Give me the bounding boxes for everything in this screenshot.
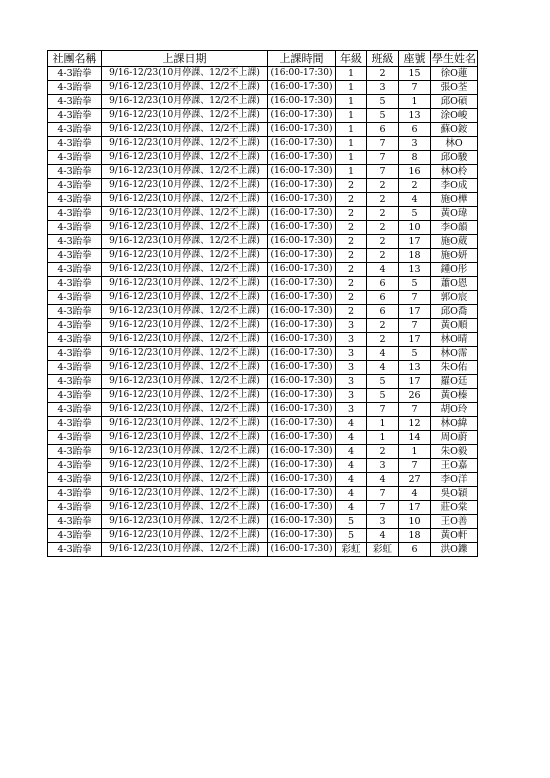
- grade-cell: 1: [336, 165, 367, 179]
- seat-number-cell: 12: [399, 417, 431, 431]
- seat-number-cell: 13: [399, 361, 431, 375]
- table-row: [48, 137, 478, 151]
- class-cell: 4: [367, 529, 399, 543]
- club-name-cell: 4-3跆拳: [48, 109, 102, 123]
- class-cell: 2: [367, 221, 399, 235]
- class-time-cell: (16:00-17:30): [268, 235, 336, 249]
- grade-cell: 4: [336, 501, 367, 515]
- seat-number-cell: 15: [399, 67, 431, 81]
- class-cell: 2: [367, 445, 399, 459]
- student-name-cell: 施O葳: [431, 235, 478, 249]
- club-name-cell: 4-3跆拳: [48, 249, 102, 263]
- class-dates-cell: 9/16-12/23(10月停課、12/2不上課): [102, 375, 268, 389]
- class-time-cell: (16:00-17:30): [268, 123, 336, 137]
- student-name-cell: 郭O宸: [431, 291, 478, 305]
- header-club-name: 社團名稱: [48, 51, 102, 67]
- grade-cell: 2: [336, 193, 367, 207]
- club-name-cell: 4-3跆拳: [48, 263, 102, 277]
- grade-cell: 4: [336, 431, 367, 445]
- class-time-cell: (16:00-17:30): [268, 291, 336, 305]
- class-dates-cell: 9/16-12/23(10月停課、12/2不上課): [102, 81, 268, 95]
- class-cell: 6: [367, 291, 399, 305]
- grade-cell: 2: [336, 263, 367, 277]
- class-dates-cell: 9/16-12/23(10月停課、12/2不上課): [102, 291, 268, 305]
- student-name-cell: 李O洋: [431, 473, 478, 487]
- seat-number-cell: 10: [399, 221, 431, 235]
- class-cell: 3: [367, 459, 399, 473]
- table-row: [48, 473, 478, 487]
- club-name-cell: 4-3跆拳: [48, 543, 102, 557]
- club-name-cell: 4-3跆拳: [48, 473, 102, 487]
- class-cell: 4: [367, 361, 399, 375]
- table-row: [48, 543, 478, 557]
- table-row: [48, 81, 478, 95]
- class-time-cell: (16:00-17:30): [268, 179, 336, 193]
- class-dates-cell: 9/16-12/23(10月停課、12/2不上課): [102, 207, 268, 221]
- class-dates-cell: 9/16-12/23(10月停課、12/2不上課): [102, 319, 268, 333]
- seat-number-cell: 13: [399, 109, 431, 123]
- club-name-cell: 4-3跆拳: [48, 529, 102, 543]
- seat-number-cell: 5: [399, 277, 431, 291]
- seat-number-cell: 7: [399, 459, 431, 473]
- club-name-cell: 4-3跆拳: [48, 417, 102, 431]
- class-cell: 5: [367, 389, 399, 403]
- grade-cell: 2: [336, 305, 367, 319]
- seat-number-cell: 7: [399, 319, 431, 333]
- class-dates-cell: 9/16-12/23(10月停課、12/2不上課): [102, 389, 268, 403]
- student-name-cell: 李O成: [431, 179, 478, 193]
- student-name-cell: 李O韻: [431, 221, 478, 235]
- class-time-cell: (16:00-17:30): [268, 67, 336, 81]
- seat-number-cell: 18: [399, 529, 431, 543]
- class-time-cell: (16:00-17:30): [268, 445, 336, 459]
- seat-number-cell: 3: [399, 137, 431, 151]
- student-name-cell: 朱O毅: [431, 445, 478, 459]
- table-row: [48, 277, 478, 291]
- class-dates-cell: 9/16-12/23(10月停課、12/2不上課): [102, 445, 268, 459]
- club-name-cell: 4-3跆拳: [48, 375, 102, 389]
- student-name-cell: 涂O峻: [431, 109, 478, 123]
- class-time-cell: (16:00-17:30): [268, 389, 336, 403]
- student-name-cell: 施O樺: [431, 193, 478, 207]
- class-dates-cell: 9/16-12/23(10月停課、12/2不上課): [102, 431, 268, 445]
- class-cell: 6: [367, 305, 399, 319]
- class-time-cell: (16:00-17:30): [268, 417, 336, 431]
- grade-cell: 3: [336, 375, 367, 389]
- seat-number-cell: 26: [399, 389, 431, 403]
- grade-cell: 4: [336, 417, 367, 431]
- class-time-cell: (16:00-17:30): [268, 151, 336, 165]
- club-name-cell: 4-3跆拳: [48, 207, 102, 221]
- student-name-cell: 吳O穎: [431, 487, 478, 501]
- table-row: [48, 361, 478, 375]
- class-cell: 7: [367, 403, 399, 417]
- header-seat-number: 座號: [399, 51, 431, 67]
- class-time-cell: (16:00-17:30): [268, 249, 336, 263]
- class-time-cell: (16:00-17:30): [268, 473, 336, 487]
- grade-cell: 2: [336, 207, 367, 221]
- seat-number-cell: 14: [399, 431, 431, 445]
- grade-cell: 2: [336, 235, 367, 249]
- class-time-cell: (16:00-17:30): [268, 263, 336, 277]
- seat-number-cell: 5: [399, 347, 431, 361]
- grade-cell: 3: [336, 319, 367, 333]
- seat-number-cell: 13: [399, 263, 431, 277]
- class-dates-cell: 9/16-12/23(10月停課、12/2不上課): [102, 487, 268, 501]
- grade-cell: 4: [336, 445, 367, 459]
- seat-number-cell: 7: [399, 81, 431, 95]
- grade-cell: 4: [336, 487, 367, 501]
- header-student-name: 學生姓名: [432, 52, 476, 65]
- table-row: [48, 347, 478, 361]
- seat-number-cell: 7: [399, 403, 431, 417]
- class-time-cell: (16:00-17:30): [268, 109, 336, 123]
- seat-number-cell: 16: [399, 165, 431, 179]
- class-cell: 7: [367, 151, 399, 165]
- class-time-cell: (16:00-17:30): [268, 207, 336, 221]
- table-row: [48, 431, 478, 445]
- table-row: [48, 403, 478, 417]
- grade-cell: 3: [336, 361, 367, 375]
- class-dates-cell: 9/16-12/23(10月停課、12/2不上課): [102, 263, 268, 277]
- class-dates-cell: 9/16-12/23(10月停課、12/2不上課): [102, 165, 268, 179]
- class-cell: 6: [367, 123, 399, 137]
- club-name-cell: 4-3跆拳: [48, 81, 102, 95]
- table-row: [48, 515, 478, 529]
- table-row: [48, 291, 478, 305]
- seat-number-cell: 17: [399, 375, 431, 389]
- grade-cell: 1: [336, 109, 367, 123]
- class-time-cell: (16:00-17:30): [268, 543, 336, 557]
- class-time-cell: (16:00-17:30): [268, 431, 336, 445]
- club-name-cell: 4-3跆拳: [48, 515, 102, 529]
- class-time-cell: (16:00-17:30): [268, 277, 336, 291]
- class-cell: 2: [367, 67, 399, 81]
- grade-cell: 2: [336, 277, 367, 291]
- seat-number-cell: 17: [399, 305, 431, 319]
- seat-number-cell: 8: [399, 151, 431, 165]
- table-row: [48, 151, 478, 165]
- club-name-cell: 4-3跆拳: [48, 403, 102, 417]
- student-name-cell: 莊O棠: [431, 501, 478, 515]
- club-name-cell: 4-3跆拳: [48, 431, 102, 445]
- table-row: [48, 417, 478, 431]
- seat-number-cell: 27: [399, 473, 431, 487]
- header-class-dates: 上課日期: [102, 51, 268, 67]
- grade-cell: 2: [336, 221, 367, 235]
- class-cell: 1: [367, 431, 399, 445]
- class-cell: 彩虹: [367, 543, 399, 557]
- grade-cell: 5: [336, 515, 367, 529]
- class-dates-cell: 9/16-12/23(10月停課、12/2不上課): [102, 361, 268, 375]
- class-dates-cell: 9/16-12/23(10月停課、12/2不上課): [102, 403, 268, 417]
- class-time-cell: (16:00-17:30): [268, 333, 336, 347]
- club-name-cell: 4-3跆拳: [48, 305, 102, 319]
- class-dates-cell: 9/16-12/23(10月停課、12/2不上課): [102, 459, 268, 473]
- student-name-cell: 黃O瑋: [431, 207, 478, 221]
- class-dates-cell: 9/16-12/23(10月停課、12/2不上課): [102, 137, 268, 151]
- class-cell: 4: [367, 263, 399, 277]
- club-name-cell: 4-3跆拳: [48, 277, 102, 291]
- class-time-cell: (16:00-17:30): [268, 305, 336, 319]
- class-cell: 2: [367, 333, 399, 347]
- table-row: [48, 249, 478, 263]
- club-name-cell: 4-3跆拳: [48, 151, 102, 165]
- header-grade: 年級: [336, 51, 367, 67]
- class-cell: 3: [367, 515, 399, 529]
- table-row: [48, 263, 478, 277]
- class-dates-cell: 9/16-12/23(10月停課、12/2不上課): [102, 235, 268, 249]
- student-name-cell: 張O荃: [431, 81, 478, 95]
- grade-cell: 2: [336, 291, 367, 305]
- club-name-cell: 4-3跆拳: [48, 347, 102, 361]
- student-name-cell: 黃O順: [431, 319, 478, 333]
- class-dates-cell: 9/16-12/23(10月停課、12/2不上課): [102, 109, 268, 123]
- class-time-cell: (16:00-17:30): [268, 487, 336, 501]
- grade-cell: 5: [336, 529, 367, 543]
- class-dates-cell: 9/16-12/23(10月停課、12/2不上課): [102, 473, 268, 487]
- class-dates-cell: 9/16-12/23(10月停課、12/2不上課): [102, 277, 268, 291]
- student-name-cell: 王O嘉: [431, 459, 478, 473]
- grade-cell: 彩虹: [336, 543, 367, 557]
- class-time-cell: (16:00-17:30): [268, 459, 336, 473]
- club-name-cell: 4-3跆拳: [48, 137, 102, 151]
- class-dates-cell: 9/16-12/23(10月停課、12/2不上課): [102, 151, 268, 165]
- table-row: [48, 445, 478, 459]
- table-row: [48, 67, 478, 81]
- class-cell: 5: [367, 109, 399, 123]
- seat-number-cell: 17: [399, 333, 431, 347]
- student-name-cell: 邱O碩: [431, 95, 478, 109]
- seat-number-cell: 10: [399, 515, 431, 529]
- table-row: [48, 123, 478, 137]
- class-time-cell: (16:00-17:30): [268, 95, 336, 109]
- student-name-cell: 蕭O恩: [431, 277, 478, 291]
- club-name-cell: 4-3跆拳: [48, 389, 102, 403]
- class-time-cell: (16:00-17:30): [268, 221, 336, 235]
- club-name-cell: 4-3跆拳: [48, 361, 102, 375]
- table-row: [48, 305, 478, 319]
- grade-cell: 3: [336, 403, 367, 417]
- student-name-cell: 王O善: [431, 515, 478, 529]
- student-name-cell: 蘇O銨: [431, 123, 478, 137]
- class-dates-cell: 9/16-12/23(10月停課、12/2不上課): [102, 347, 268, 361]
- club-name-cell: 4-3跆拳: [48, 179, 102, 193]
- grade-cell: 2: [336, 249, 367, 263]
- student-name-cell: 黃O榛: [431, 389, 478, 403]
- class-cell: 1: [367, 417, 399, 431]
- seat-number-cell: 6: [399, 543, 431, 557]
- grade-cell: 1: [336, 81, 367, 95]
- class-dates-cell: 9/16-12/23(10月停課、12/2不上課): [102, 417, 268, 431]
- student-name-cell: 徐O蓮: [431, 67, 478, 81]
- grade-cell: 4: [336, 473, 367, 487]
- class-cell: 2: [367, 235, 399, 249]
- seat-number-cell: 7: [399, 291, 431, 305]
- seat-number-cell: 1: [399, 95, 431, 109]
- grade-cell: 2: [336, 179, 367, 193]
- seat-number-cell: 18: [399, 249, 431, 263]
- table-row: [48, 235, 478, 249]
- club-name-cell: 4-3跆拳: [48, 193, 102, 207]
- club-name-cell: 4-3跆拳: [48, 333, 102, 347]
- club-name-cell: 4-3跆拳: [48, 487, 102, 501]
- table-row: [48, 459, 478, 473]
- header-row: [48, 51, 478, 67]
- student-name-cell: 施O妍: [431, 249, 478, 263]
- class-dates-cell: 9/16-12/23(10月停課、12/2不上課): [102, 193, 268, 207]
- class-dates-cell: 9/16-12/23(10月停課、12/2不上課): [102, 543, 268, 557]
- table-row: [48, 221, 478, 235]
- seat-number-cell: 5: [399, 207, 431, 221]
- class-time-cell: (16:00-17:30): [268, 515, 336, 529]
- class-dates-cell: 9/16-12/23(10月停課、12/2不上課): [102, 501, 268, 515]
- student-name-cell: 朱O佑: [431, 361, 478, 375]
- class-time-cell: (16:00-17:30): [268, 529, 336, 543]
- grade-cell: 4: [336, 459, 367, 473]
- student-name-cell: 林O霈: [431, 347, 478, 361]
- class-cell: 7: [367, 501, 399, 515]
- class-time-cell: (16:00-17:30): [268, 403, 336, 417]
- class-cell: 6: [367, 277, 399, 291]
- grade-cell: 3: [336, 389, 367, 403]
- grade-cell: 3: [336, 333, 367, 347]
- class-time-cell: (16:00-17:30): [268, 347, 336, 361]
- class-cell: 4: [367, 473, 399, 487]
- class-dates-cell: 9/16-12/23(10月停課、12/2不上課): [102, 515, 268, 529]
- roster-body: [48, 67, 478, 557]
- header-class-time: 上課時間: [268, 51, 336, 67]
- student-name-cell: 羅O廷: [431, 375, 478, 389]
- class-cell: 2: [367, 249, 399, 263]
- table-row: [48, 165, 478, 179]
- class-cell: 3: [367, 81, 399, 95]
- club-name-cell: 4-3跆拳: [48, 221, 102, 235]
- seat-number-cell: 1: [399, 445, 431, 459]
- class-dates-cell: 9/16-12/23(10月停課、12/2不上課): [102, 305, 268, 319]
- class-dates-cell: 9/16-12/23(10月停課、12/2不上課): [102, 249, 268, 263]
- club-name-cell: 4-3跆拳: [48, 123, 102, 137]
- student-name-cell: 林O柃: [431, 165, 478, 179]
- grade-cell: 1: [336, 123, 367, 137]
- class-cell: 2: [367, 319, 399, 333]
- class-time-cell: (16:00-17:30): [268, 165, 336, 179]
- roster-table: [47, 50, 478, 557]
- class-dates-cell: 9/16-12/23(10月停課、12/2不上課): [102, 221, 268, 235]
- class-cell: 5: [367, 95, 399, 109]
- class-cell: 7: [367, 487, 399, 501]
- student-name-cell: 黃O軒: [431, 529, 478, 543]
- seat-number-cell: 4: [399, 193, 431, 207]
- student-name-cell: 胡O玲: [431, 403, 478, 417]
- table-row: [48, 319, 478, 333]
- class-cell: 2: [367, 207, 399, 221]
- club-name-cell: 4-3跆拳: [48, 445, 102, 459]
- seat-number-cell: 17: [399, 501, 431, 515]
- table-row: [48, 207, 478, 221]
- class-dates-cell: 9/16-12/23(10月停課、12/2不上課): [102, 179, 268, 193]
- club-name-cell: 4-3跆拳: [48, 165, 102, 179]
- club-name-cell: 4-3跆拳: [48, 95, 102, 109]
- seat-number-cell: 6: [399, 123, 431, 137]
- table-row: [48, 389, 478, 403]
- club-name-cell: 4-3跆拳: [48, 291, 102, 305]
- class-dates-cell: 9/16-12/23(10月停課、12/2不上課): [102, 333, 268, 347]
- seat-number-cell: 2: [399, 179, 431, 193]
- class-cell: 7: [367, 165, 399, 179]
- table-row: [48, 375, 478, 389]
- class-cell: 5: [367, 375, 399, 389]
- seat-number-cell: 4: [399, 487, 431, 501]
- class-dates-cell: 9/16-12/23(10月停課、12/2不上課): [102, 67, 268, 81]
- class-time-cell: (16:00-17:30): [268, 193, 336, 207]
- student-name-cell: 周O蔚: [431, 431, 478, 445]
- table-row: [48, 179, 478, 193]
- table-row: [48, 501, 478, 515]
- grade-cell: 1: [336, 151, 367, 165]
- header-class: 班級: [367, 51, 399, 67]
- table-row: [48, 529, 478, 543]
- class-cell: 7: [367, 137, 399, 151]
- student-name-cell: 邱O喬: [431, 305, 478, 319]
- table-row: [48, 487, 478, 501]
- student-name-cell: 林O: [431, 137, 478, 151]
- student-name-cell: 邱O駿: [431, 151, 478, 165]
- class-time-cell: (16:00-17:30): [268, 319, 336, 333]
- club-name-cell: 4-3跆拳: [48, 459, 102, 473]
- table-row: [48, 95, 478, 109]
- table-row: [48, 333, 478, 347]
- class-dates-cell: 9/16-12/23(10月停課、12/2不上課): [102, 123, 268, 137]
- grade-cell: 1: [336, 137, 367, 151]
- class-cell: 2: [367, 179, 399, 193]
- class-time-cell: (16:00-17:30): [268, 501, 336, 515]
- class-time-cell: (16:00-17:30): [268, 375, 336, 389]
- grade-cell: 1: [336, 67, 367, 81]
- club-name-cell: 4-3跆拳: [48, 235, 102, 249]
- class-cell: 2: [367, 193, 399, 207]
- class-dates-cell: 9/16-12/23(10月停課、12/2不上課): [102, 529, 268, 543]
- class-time-cell: (16:00-17:30): [268, 361, 336, 375]
- grade-cell: 1: [336, 95, 367, 109]
- class-time-cell: (16:00-17:30): [268, 137, 336, 151]
- club-name-cell: 4-3跆拳: [48, 501, 102, 515]
- class-dates-cell: 9/16-12/23(10月停課、12/2不上課): [102, 95, 268, 109]
- student-name-cell: 鍾O彤: [431, 263, 478, 277]
- table-row: [48, 109, 478, 123]
- table-row: [48, 193, 478, 207]
- seat-number-cell: 17: [399, 235, 431, 249]
- class-time-cell: (16:00-17:30): [268, 81, 336, 95]
- student-name-cell: 林O晴: [431, 333, 478, 347]
- club-name-cell: 4-3跆拳: [48, 67, 102, 81]
- class-cell: 4: [367, 347, 399, 361]
- student-name-cell: 洪O鑠: [431, 543, 478, 557]
- student-name-cell: 林O緯: [431, 417, 478, 431]
- club-name-cell: 4-3跆拳: [48, 319, 102, 333]
- grade-cell: 3: [336, 347, 367, 361]
